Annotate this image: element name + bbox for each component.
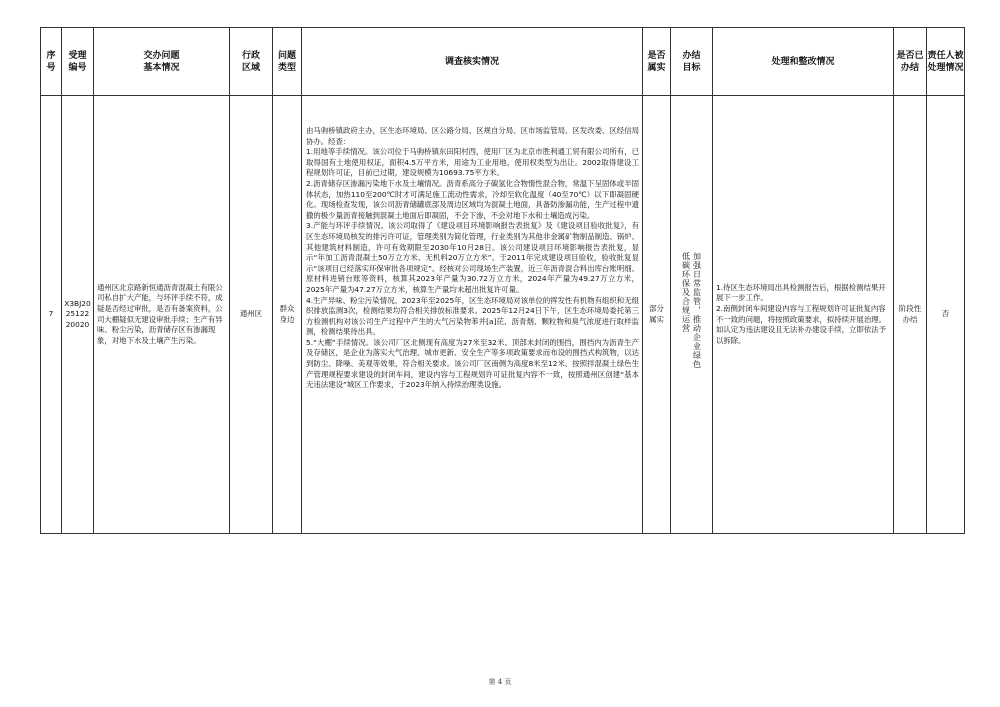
facts-item-4: 4.生产异味、粉尘污染情况。2023年至2025年，区生态环境局对该单位的挥发性有机物有组织和无组织排放监测3次，检测结果均符合相关排放标准要求。2025年12月24日下午，区生态环境局委托第三方检测机构对该公司生产过程中产生的大气污染物苯并[a]芘、沥青烟、颗粒物和臭气浓度进行取样监测，检测结果待出具。 <box>306 295 639 337</box>
table-row <box>41 96 965 534</box>
header-status: 是否已 办结 <box>894 28 927 96</box>
facts-item-3: 3.产能与环评手续情况。该公司取得了《建设项目环境影响报告表批复》及《建设项目验收批复》，有区生态环境局核发的排污许可证，管理类别为简化管理，行业类别为其他非金属矿物制品制造、锅炉、其他建筑材料制造，许可有效期限至2030年10月28日。该公司建设项目环境影响报告表批复，显示“年加工沥青混凝土50万立方米、无机料20万立方米”。于2011年完成建设项目验收，验收批复显示“该项目已经落实环保审批各项规定”。经核对公司现场生产装置，近三年沥青混合料出库台账明细、原材料进销台账等资料，核算其2023年产量为30.72万立方米，2024年产量为49.27万立方米，2025年产量为47.27万立方米，核算生产量均未超出批复许可量。 <box>306 221 639 294</box>
header-facts: 调查核实情况 <box>302 28 643 96</box>
header-punished: 责任人被 处理情况 <box>927 28 965 96</box>
header-handling: 处理和整改情况 <box>713 28 894 96</box>
header-id: 受理 编号 <box>62 28 94 96</box>
facts-item-1: 1.用地等手续情况。该公司位于马驹桥镇东田阳村西，使用厂区为北京市胜利通工贸有限公司所有，已取得国有土地使用权证，面积4.5万平方米，用途为工业用地，使用权类型为出让。2002取得建设工程规划许可证，目前已过期，建设规模为10693.75平方米。 <box>306 147 639 178</box>
cell-handling: 1.待区生态环境局出具检测报告后，根据检测结果开展下一步工作。 2.南侧封闭车间建设内容与工程规划许可证批复内容不一致的问题，将按照政策要求，拟持续开展治理。如认定为违法建设且无法补办建设手续，立即依法予以拆除。 <box>713 96 894 534</box>
page-number: 第 4 页 <box>488 678 512 686</box>
cell-facts <box>302 96 643 534</box>
header-no: 序 号 <box>41 28 62 96</box>
header-problem: 交办问题 基本情况 <box>94 28 230 96</box>
header-region: 行政 区域 <box>230 28 273 96</box>
facts-item-5: 5.“大棚”手续情况。该公司厂区北侧现有高度为27米至32米、顶部未封闭的围挡，围挡内为沥青生产及存储区，是企业为落实大气治理、城市更新、安全生产等多项政策要求而布设的围挡式构筑物，以达到防尘、降噪、美观等效果，符合相关要求。该公司厂区南侧为高度8米至12米、按照拌混凝土绿色生产管理规程要求建设的封闭车间，建设内容与工程规划许可证批复内容不一致，按照通州区创建“基本无违法建设”城区工作要求，于2023年纳入持续治理类设施。 <box>306 337 639 390</box>
cell-no: 7 <box>41 96 62 534</box>
cell-punished: 否 <box>927 96 965 534</box>
cell-problem: 通州区北京路新恒通沥青混凝土有限公司私自扩大产能，与环评手续不符，成疑是否经过审批，是否有备案资料，公司大棚疑似无建设审批手续；生产有异味、粉尘污染，沥青储存区有渗漏现象，对地下水及土壤产生污染。 <box>94 96 230 534</box>
header-type: 问题 类型 <box>273 28 302 96</box>
target-text: 加强日常监管，推动企业绿色低碳环保及合规运营 <box>681 252 702 369</box>
header-row <box>41 28 965 96</box>
header-target: 办结 目标 <box>671 28 713 96</box>
cell-verified: 部分 属实 <box>643 96 671 534</box>
facts-item-2: 2.沥青储存区渗漏污染地下水及土壤情况。沥青系高分子碳氢化合物惰性混合物，常温下呈固体或半固体状态，加热110至200℃时才可满足施工流动性需求，冷却至软化温度（40至70℃）以下即凝固硬化。现场检查发现，该公司沥青储罐底部及周边区域均为混凝土地面，具备防渗漏功能，生产过程中遗撒的极少量沥青接触到混凝土地面后即凝固，不会下渗，不会对地下水和土壤造成污染。 <box>306 178 639 220</box>
header-verified: 是否 属实 <box>643 28 671 96</box>
case-table <box>40 27 965 534</box>
facts-intro: 由马驹桥镇政府主办，区生态环境局、区公路分局、区规自分局、区市场监管局、区发改委、区经信局协办。经查： <box>306 126 639 146</box>
cell-target <box>671 96 713 534</box>
cell-region: 通州区 <box>230 96 273 534</box>
cell-status: 阶段性 办结 <box>894 96 927 534</box>
cell-type: 群众 身边 <box>273 96 302 534</box>
cell-id: X3BJ202512220020 <box>62 96 94 534</box>
